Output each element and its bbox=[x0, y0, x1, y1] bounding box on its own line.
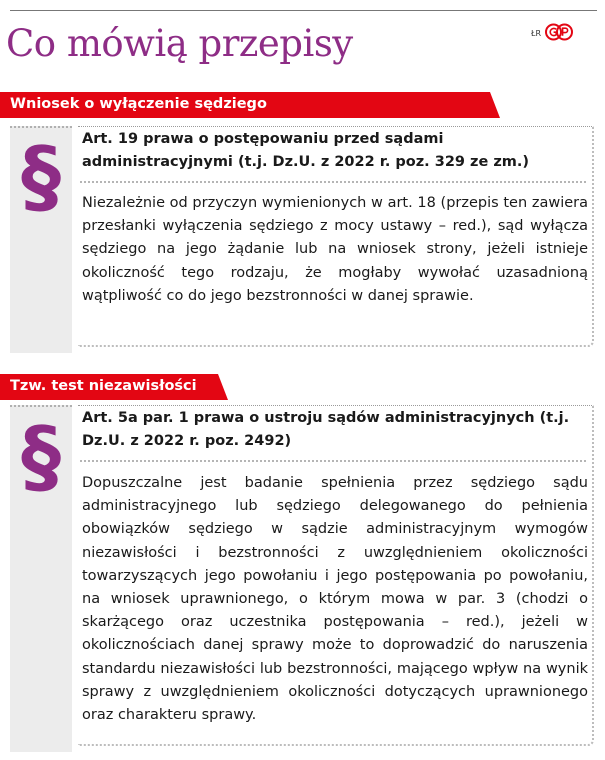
article-text: Niezależnie od przyczyn wymienionych w art. 18 (przepis ten zawiera przesłanki wyłączenia sędziego z mocy ustawy – red.), sąd wyłącza sędziego na jego żądanie lub na wniosek strony, jeżeli istnieje okoliczność tego rodzaju, że mogłaby wywołać uzasadnioną wątpliwość co do jego bezstronności w danej sprawie. bbox=[82, 195, 588, 304]
dotted-separator bbox=[80, 181, 586, 183]
section-heading: Wniosek o wyłączenie sędziego bbox=[10, 96, 267, 112]
page-title: Co mówią przepisy bbox=[6, 22, 353, 65]
section-banner bbox=[0, 92, 500, 118]
dotted-separator bbox=[80, 460, 586, 462]
section-banner bbox=[0, 374, 228, 400]
section-heading: Tzw. test niezawisłości bbox=[10, 378, 197, 394]
paragraph-sign-icon: § bbox=[21, 130, 61, 223]
article-title: Art. 5a par. 1 prawa o ustroju sądów administracyjnych (t.j. Dz.U. z 2022 r. poz. 2492) bbox=[82, 410, 570, 449]
top-rule bbox=[10, 10, 597, 11]
article-text: Dopuszczalne jest badanie spełnienia przez sędziego sądu administracyjnego lub sędziego delegowanego do pełnienia obowiązków sędziego w sądzie administracyjnym wymogów niezawisłości i bezstronności z uwzględnieniem okoliczności towarzyszących jego powołaniu i jego postępowania po powołaniu, na wniosek uprawnionego, o którym mowa w par. 3 (chodzi o skarżącego oraz uczestnika postępowania – red.), jeżeli w okolicznościach danej sprawy może to doprowadzić do naruszenia standardu niezawisłości lub bezstronności, mającego wpływ na wynik sprawy z uwzględnieniem okoliczności dotyczących uprawnionego oraz charakteru sprawy. bbox=[82, 475, 588, 724]
author-credit: ŁR bbox=[531, 29, 542, 38]
gp-logo-icon bbox=[545, 23, 573, 41]
paragraph-sign-icon: § bbox=[21, 410, 61, 503]
article-title: Art. 19 prawa o postępowaniu przed sądami administracyjnymi (t.j. Dz.U. z 2022 r. poz. 329 ze zm.) bbox=[82, 131, 530, 170]
